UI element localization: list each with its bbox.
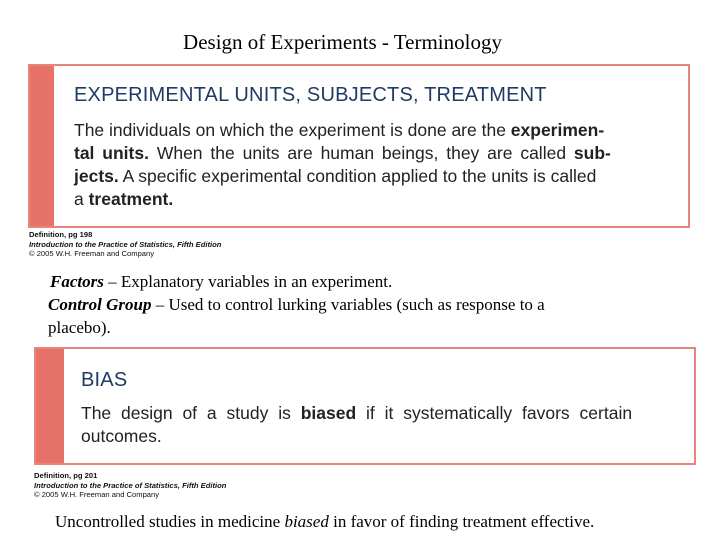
definition-line: a treatment. (74, 189, 174, 209)
definition-box-experimental-units (28, 64, 690, 228)
definition-heading: BIAS (81, 369, 128, 391)
factors-note: Factors – Explanatory variables in an experiment. (50, 272, 393, 291)
definition-credit: Definition, pg 201 Introduction to the Practice of Statistics, Fifth Edition © 2005 W.H. Freeman and Company (34, 471, 227, 499)
definition-line: jects. A specific experimental condition applied to the units is called (74, 166, 597, 186)
control-group-note: Control Group – Used to control lurking variables (such as response to a placebo). (48, 295, 545, 337)
definition-body (81, 402, 681, 448)
accent-bar (36, 349, 64, 463)
definition-box-bias (34, 347, 696, 465)
definition-heading: EXPERIMENTAL UNITS, SUBJECTS, TREATMENT (74, 84, 547, 106)
definition-body (74, 119, 674, 211)
footer-note: Uncontrolled studies in medicine biased in favor of finding treatment effective. (55, 512, 595, 531)
definition-line: outcomes. (81, 426, 162, 446)
definition-line: tal units. When the units are human beings, they are called sub- (74, 143, 611, 163)
definition-line: The individuals on which the experiment is done are the experimen- (74, 120, 605, 140)
definition-credit: Definition, pg 198 Introduction to the Practice of Statistics, Fifth Edition © 2005 W.H. Freeman and Company (29, 230, 222, 258)
definition-line: The design of a study is biased if it systematically favors certain (81, 403, 633, 423)
accent-bar (30, 66, 54, 226)
slide-title: Design of Experiments - Terminology (183, 30, 502, 54)
